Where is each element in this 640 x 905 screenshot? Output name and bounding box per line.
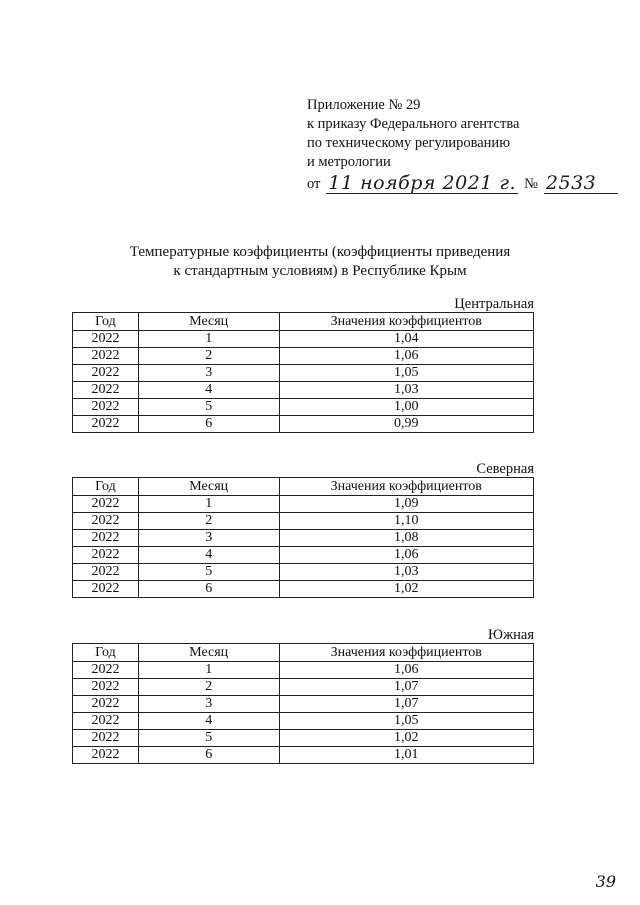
value-cell: 1,02 <box>279 581 533 598</box>
year-cell: 2022 <box>73 496 139 513</box>
month-cell: 1 <box>138 662 279 679</box>
value-header: Значения коэффициентов <box>279 644 533 662</box>
page-number: 39 <box>595 872 616 891</box>
appendix-header <box>307 96 618 194</box>
year-header: Год <box>73 313 139 331</box>
value-cell: 1,02 <box>279 730 533 747</box>
month-cell: 5 <box>138 730 279 747</box>
value-cell: 1,07 <box>279 679 533 696</box>
table-header-row <box>73 644 534 662</box>
table-row <box>73 496 534 513</box>
handwritten-order-number: 2533 <box>544 173 618 194</box>
handwritten-date: 11 ноября 2021 г. <box>328 172 517 194</box>
table-row <box>73 399 534 416</box>
month-cell: 6 <box>138 416 279 433</box>
year-cell: 2022 <box>73 331 139 348</box>
coefficients-table-southern <box>72 643 534 764</box>
order-date-line <box>307 173 618 194</box>
year-cell: 2022 <box>73 547 139 564</box>
year-cell: 2022 <box>73 416 139 433</box>
table-row <box>73 564 534 581</box>
number-sign: № <box>524 176 538 192</box>
value-cell: 1,07 <box>279 696 533 713</box>
year-cell: 2022 <box>73 679 139 696</box>
table-row <box>73 581 534 598</box>
table-row <box>73 416 534 433</box>
year-cell: 2022 <box>73 564 139 581</box>
year-cell: 2022 <box>73 581 139 598</box>
value-cell: 1,06 <box>279 348 533 365</box>
value-cell: 1,03 <box>279 564 533 581</box>
table-row <box>73 730 534 747</box>
coefficients-table-central <box>72 312 534 433</box>
year-cell: 2022 <box>73 530 139 547</box>
title-line-1: Температурные коэффициенты (коэффициенты приведения <box>129 244 511 260</box>
month-cell: 1 <box>138 496 279 513</box>
month-cell: 5 <box>138 399 279 416</box>
month-cell: 2 <box>138 679 279 696</box>
appendix-metrology-line: и метрологии <box>307 154 391 170</box>
table-row <box>73 331 534 348</box>
appendix-number: Приложение № 29 <box>307 97 421 113</box>
value-cell: 1,06 <box>279 662 533 679</box>
year-cell: 2022 <box>73 382 139 399</box>
value-cell: 1,06 <box>279 547 533 564</box>
month-cell: 4 <box>138 713 279 730</box>
month-cell: 4 <box>138 547 279 564</box>
month-cell: 2 <box>138 513 279 530</box>
table-header-row <box>73 313 534 331</box>
month-cell: 1 <box>138 331 279 348</box>
value-cell: 1,05 <box>279 713 533 730</box>
table-row <box>73 513 534 530</box>
region-label-southern: Южная <box>488 627 534 643</box>
region-label-northern: Северная <box>476 461 534 477</box>
month-cell: 3 <box>138 530 279 547</box>
month-cell: 6 <box>138 581 279 598</box>
year-cell: 2022 <box>73 747 139 764</box>
month-header: Месяц <box>138 644 279 662</box>
month-header: Месяц <box>138 478 279 496</box>
year-cell: 2022 <box>73 713 139 730</box>
table-row <box>73 530 534 547</box>
table-row <box>73 713 534 730</box>
value-cell: 1,09 <box>279 496 533 513</box>
value-cell: 0,99 <box>279 416 533 433</box>
table-row <box>73 547 534 564</box>
value-cell: 1,04 <box>279 331 533 348</box>
value-cell: 1,01 <box>279 747 533 764</box>
year-cell: 2022 <box>73 399 139 416</box>
month-header: Месяц <box>138 313 279 331</box>
value-cell: 1,08 <box>279 530 533 547</box>
appendix-agency-line: по техническому регулированию <box>307 135 511 151</box>
value-cell: 1,03 <box>279 382 533 399</box>
year-cell: 2022 <box>73 365 139 382</box>
region-label-central: Центральная <box>454 296 534 312</box>
month-cell: 6 <box>138 747 279 764</box>
table-row <box>73 679 534 696</box>
table-header-row <box>73 478 534 496</box>
year-cell: 2022 <box>73 513 139 530</box>
month-cell: 5 <box>138 564 279 581</box>
year-cell: 2022 <box>73 662 139 679</box>
table-row <box>73 662 534 679</box>
table-row <box>73 382 534 399</box>
month-cell: 4 <box>138 382 279 399</box>
table-row <box>73 348 534 365</box>
appendix-order-line: к приказу Федерального агентства <box>307 116 520 132</box>
table-row <box>73 365 534 382</box>
coefficients-table-northern <box>72 477 534 598</box>
value-cell: 1,00 <box>279 399 533 416</box>
month-cell: 3 <box>138 696 279 713</box>
year-cell: 2022 <box>73 696 139 713</box>
table-row <box>73 747 534 764</box>
year-cell: 2022 <box>73 730 139 747</box>
value-header: Значения коэффициентов <box>279 313 533 331</box>
value-cell: 1,10 <box>279 513 533 530</box>
month-cell: 2 <box>138 348 279 365</box>
year-header: Год <box>73 644 139 662</box>
year-cell: 2022 <box>73 348 139 365</box>
month-cell: 3 <box>138 365 279 382</box>
document-title <box>0 243 640 281</box>
value-header: Значения коэффициентов <box>279 478 533 496</box>
value-cell: 1,05 <box>279 365 533 382</box>
from-label: от <box>307 176 321 192</box>
table-row <box>73 696 534 713</box>
title-line-2: к стандартным условиям) в Республике Крым <box>173 263 467 279</box>
year-header: Год <box>73 478 139 496</box>
